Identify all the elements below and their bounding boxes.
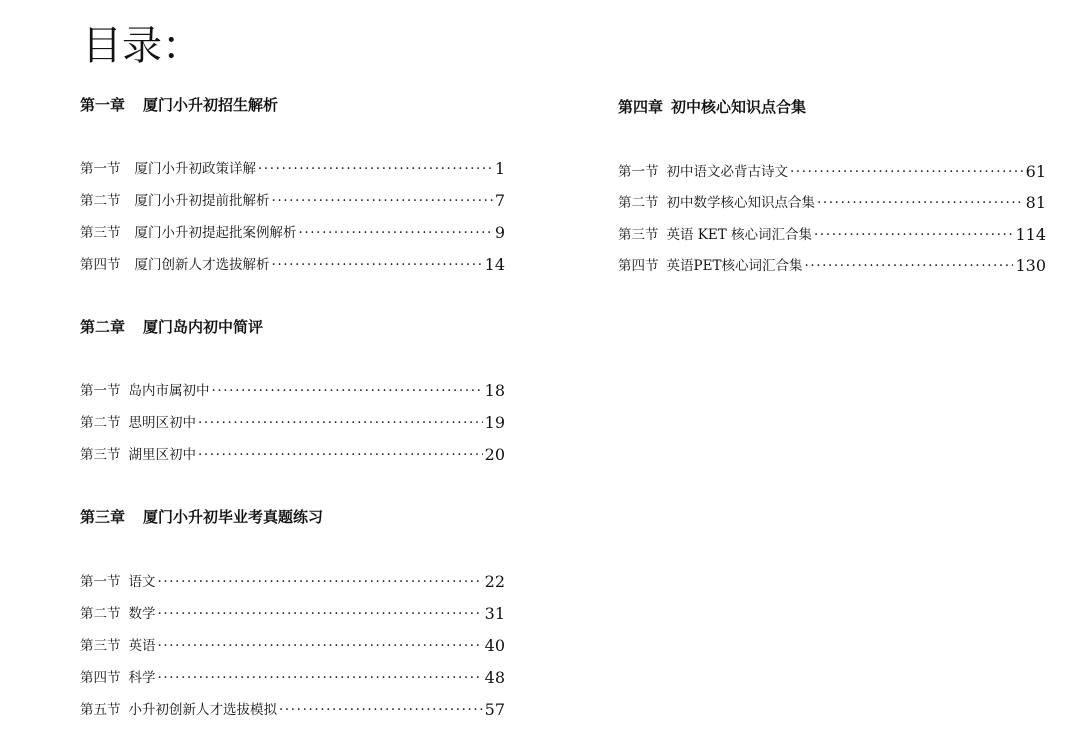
toc-entry[interactable] — [618, 254, 1046, 276]
section-name: 厦门小升初提起批案例解析 — [134, 225, 297, 241]
dot-leader — [158, 604, 483, 624]
section-name: 湖里区初中 — [128, 447, 196, 463]
section-label: 第三节 — [80, 447, 121, 463]
chapter-label: 第二章 — [80, 318, 126, 336]
section-label: 第四节 — [618, 258, 659, 274]
chapter-title: 厦门小升初招生解析 — [143, 96, 279, 114]
page-number: 20 — [484, 445, 505, 464]
page-number: 40 — [484, 636, 505, 655]
section-name: 数学 — [128, 606, 156, 622]
section-label: 第一节 — [618, 164, 659, 180]
dot-leader — [814, 225, 1013, 245]
section-name: 岛内市属初中 — [128, 383, 210, 399]
section-label: 第二节 — [80, 415, 121, 431]
section-name: 厦门小升初政策详解 — [134, 161, 256, 177]
section-name: 厦门创新人才选拔解析 — [134, 257, 270, 273]
page-number: 18 — [484, 381, 505, 400]
page-number: 7 — [494, 191, 505, 210]
page-number: 130 — [1015, 256, 1046, 275]
section-name: 英语PET核心词汇合集 — [666, 258, 803, 274]
dot-leader — [212, 381, 483, 401]
toc-entry[interactable] — [80, 666, 505, 688]
section-name: 英语 — [128, 638, 156, 654]
dot-leader — [158, 636, 483, 656]
dot-leader — [198, 445, 483, 465]
page-number: 22 — [484, 572, 505, 591]
page-number: 48 — [484, 668, 505, 687]
toc-entry[interactable] — [80, 602, 505, 624]
toc-entry[interactable] — [80, 189, 505, 211]
section-label: 第三节 — [80, 225, 121, 241]
section-name: 初中数学核心知识点合集 — [666, 195, 815, 211]
section-label: 第二节 — [80, 193, 121, 209]
page-title: 目录： — [82, 23, 202, 69]
toc-entry[interactable] — [80, 634, 505, 656]
dot-leader — [158, 668, 483, 688]
toc-entry[interactable] — [618, 223, 1046, 245]
chapter-heading — [80, 95, 278, 115]
chapter-title: 厦门岛内初中简评 — [143, 318, 264, 336]
section-label: 第五节 — [80, 702, 121, 718]
page-number: 61 — [1025, 162, 1046, 181]
toc-entry[interactable] — [618, 160, 1046, 182]
chapter-title: 厦门小升初毕业考真题练习 — [143, 508, 324, 526]
toc-entry[interactable] — [80, 698, 505, 720]
toc-entry[interactable] — [618, 191, 1046, 213]
section-label: 第一节 — [80, 383, 121, 399]
toc-entry[interactable] — [80, 443, 505, 465]
section-label: 第四节 — [80, 670, 121, 686]
page-number: 31 — [484, 604, 505, 623]
section-label: 第一节 — [80, 161, 121, 177]
chapter-label: 第一章 — [80, 96, 126, 114]
toc-entry[interactable] — [80, 411, 505, 433]
toc-entry[interactable] — [80, 157, 505, 179]
toc-entry[interactable] — [80, 253, 505, 275]
chapter-heading — [618, 97, 806, 117]
section-label: 第三节 — [618, 227, 659, 243]
dot-leader — [790, 162, 1024, 182]
page-number: 19 — [484, 413, 505, 432]
section-name: 初中语文必背古诗文 — [666, 164, 788, 180]
section-name: 小升初创新人才选拔模拟 — [128, 702, 277, 718]
dot-leader — [158, 572, 483, 592]
toc-entry[interactable] — [80, 221, 505, 243]
section-name: 思明区初中 — [128, 415, 196, 431]
section-label: 第二节 — [80, 606, 121, 622]
dot-leader — [279, 700, 483, 720]
chapter-title: 初中核心知识点合集 — [671, 98, 807, 116]
chapter-label: 第三章 — [80, 508, 126, 526]
dot-leader — [817, 193, 1024, 213]
dot-leader — [258, 159, 493, 179]
page-number: 81 — [1025, 193, 1046, 212]
toc-entry[interactable] — [80, 379, 505, 401]
chapter-label: 第四章 — [618, 98, 664, 116]
section-name: 语文 — [128, 574, 156, 590]
section-label: 第二节 — [618, 195, 659, 211]
section-name: 科学 — [128, 670, 156, 686]
chapter-heading — [80, 317, 263, 337]
dot-leader — [272, 255, 483, 275]
page-number: 9 — [494, 223, 505, 242]
dot-leader — [198, 413, 483, 433]
page-number: 57 — [484, 700, 505, 719]
page-number: 114 — [1015, 225, 1046, 244]
dot-leader — [272, 191, 493, 211]
dot-leader — [804, 256, 1013, 276]
section-name: 英语 KET 核心词汇合集 — [666, 227, 813, 243]
section-name: 厦门小升初提前批解析 — [134, 193, 270, 209]
section-label: 第一节 — [80, 574, 121, 590]
chapter-heading — [80, 507, 323, 527]
page-number: 1 — [494, 159, 505, 178]
toc-entry[interactable] — [80, 570, 505, 592]
section-label: 第四节 — [80, 257, 121, 273]
page-number: 14 — [484, 255, 505, 274]
section-label: 第三节 — [80, 638, 121, 654]
dot-leader — [299, 223, 493, 243]
